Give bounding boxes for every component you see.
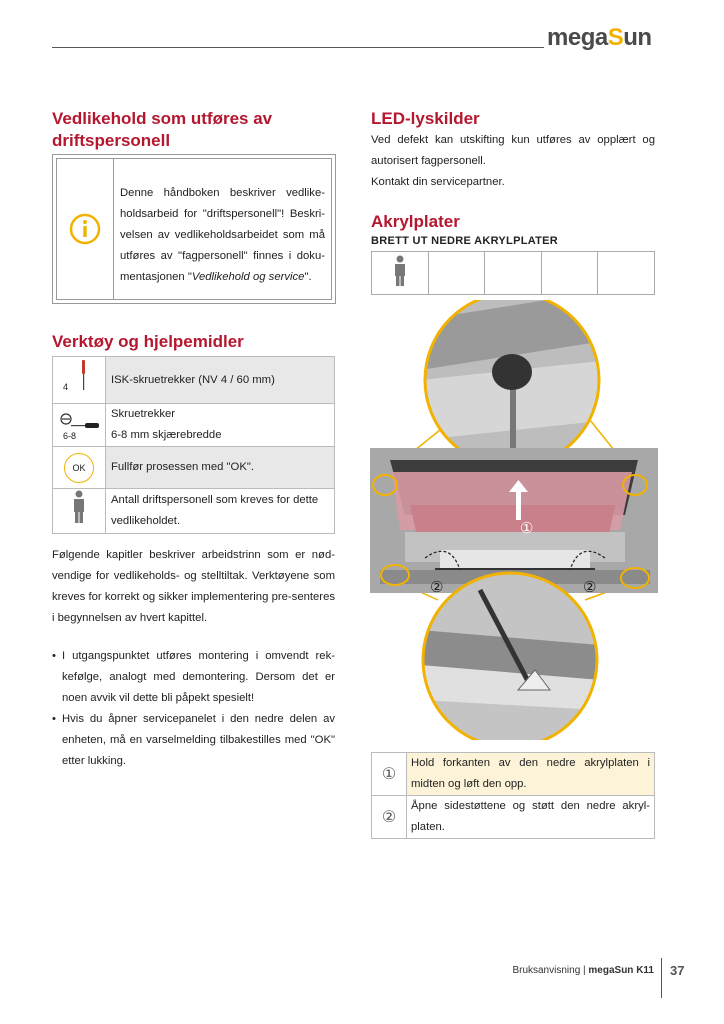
acrylic-illustration	[370, 300, 658, 740]
table-row	[53, 447, 335, 489]
tool-text: ISK-skruetrekker (NV 4 / 60 mm)	[106, 357, 335, 404]
table-row	[53, 357, 335, 404]
steps-table	[371, 752, 655, 839]
list-item: • I utgangspunktet utføres montering i omvendt rek-kefølge, analogt med demontering. Dersom det er noen avvik vil dette bli påpekt spesielt!	[52, 646, 335, 709]
acrylic-tool-table	[371, 251, 655, 295]
step-label-2b: ②	[583, 578, 597, 596]
info-box	[52, 154, 336, 304]
section-title-acrylic: Akrylplater	[371, 212, 460, 231]
info-text: Denne håndboken beskriver vedlike-holdsarbeid for "driftspersonell"! Beskri-velsen av vedlikeholdsarbeidet som må utføres av "fagpersonell" finnes i doku-mentasjonen "Vedlikehold og service".	[120, 187, 325, 283]
tool-text: Fullfør prosessen med "OK".	[106, 447, 335, 489]
step-text: Åpne sidestøttene og støtt den nedre akryl-platen.	[407, 796, 655, 839]
ok-icon: OK	[53, 447, 106, 489]
intro-paragraph: Følgende kapitler beskriver arbeidstrinn som er nød-vendige for vedlikeholds- og stelltiltak. Verktøyene som kreves for korrekt og sikker implementering pre-senteres i begynnelsen av hvert kapittel.	[52, 549, 335, 624]
list-item: • Hvis du åpner servicepanelet i den nedre delen av enheten, må en varselmelding tilbakestilles med "OK" etter lukking.	[52, 709, 335, 772]
table-row	[53, 404, 335, 447]
step-text: Hold forkanten av den nedre akrylplaten i midten og løft den opp.	[407, 753, 655, 796]
led-text: Ved defekt kan utskifting kun utføres av opplært og autorisert fagpersonell. Kontakt din servicepartner.	[371, 134, 655, 188]
table-row	[372, 753, 655, 796]
section-title-led: LED-lyskilder	[371, 109, 480, 128]
footer-divider	[661, 958, 662, 998]
step-number: ②	[372, 796, 407, 839]
section-title-tools: Verktøy og hjelpemidler	[52, 332, 244, 351]
tool-text: Antall driftspersonell som kreves for dette vedlikeholdet.	[106, 489, 335, 534]
bullet-list	[52, 646, 335, 772]
step-label-1: ①	[520, 519, 534, 537]
info-icon	[57, 159, 114, 299]
step-label-2a: ②	[430, 578, 444, 596]
flat-screwdriver-icon: 6-8	[53, 404, 106, 447]
tools-table	[52, 356, 335, 534]
header-rule	[52, 47, 544, 48]
table-row	[53, 489, 335, 534]
step-number: ①	[372, 753, 407, 796]
section-title-maintenance: Vedlikehold som utføres av driftspersonell	[52, 109, 273, 150]
footer-doc-title: Bruksanvisning | megaSun K11	[512, 965, 654, 976]
table-row	[372, 796, 655, 839]
tool-text: Skruetrekker 6-8 mm skjærebredde	[106, 404, 335, 447]
person-icon	[372, 252, 429, 295]
screwdriver-icon: 4	[53, 357, 106, 404]
brand-logo: megaSun	[547, 24, 652, 51]
person-icon	[53, 489, 106, 534]
acrylic-subtitle: BRETT UT NEDRE AKRYLPLATER	[371, 235, 559, 247]
page-number: 37	[670, 963, 685, 978]
